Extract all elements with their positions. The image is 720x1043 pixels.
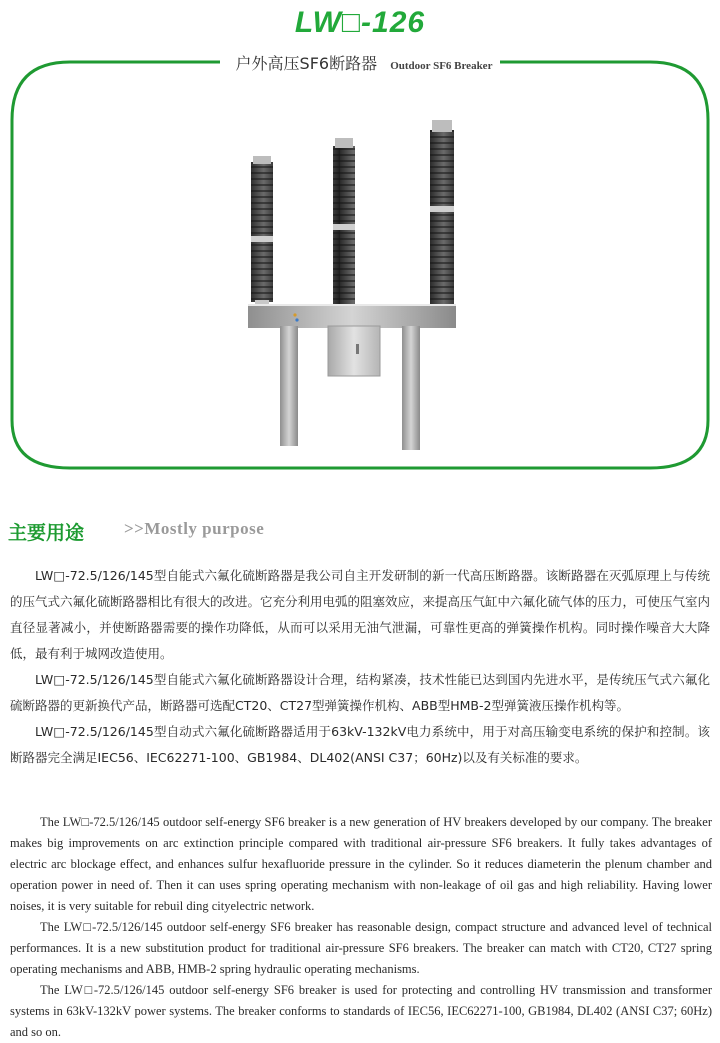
paragraph-cn-1: LW□-72.5/126/145型自能式六氟化硫断路器是我公司自主开发研制的新一代高压断路器。该断路器在灭弧原理上与传统的压气式六氟化硫断路器相比有很大的改进。它充分利用电弧的阻塞效应，来提高压气缸中六氟化硫气体的压力，可使压气室内直径显著减小，并使断路器需要的操作功降低，从而可以采用无油气泄漏，可靠性更高的弹簧操作机构。同时操作噪音大大降低，最有利于城网改造使用。	[10, 568, 711, 661]
breaker-image	[248, 120, 456, 450]
product-subtitle	[0, 51, 720, 74]
paragraph-en-1: The LW□-72.5/126/145 outdoor self-energy SF6 breaker is a new generation of HV breakers developed by our company. The breaker makes big improvements on arc extinction principle compared with traditional air-pressure SF6 breakers. It fully takes advantages of electric arc blockage effect, and enhances sulfur hexafluoride pressure in the cylinder. So it reduces diameterin the plenum chamber and operation power in need of. Then it can uses spring operating mechanism with non-leakage of oil gas and high reliability. Having lower noises, it is very suitable for rebuil ding cityelectric network.	[10, 815, 712, 913]
right-insulator	[430, 130, 454, 318]
paragraph-cn-3: LW□-72.5/126/145型自动式六氟化硫断路器适用于63kV-132kV电力系统中，用于对高压输变电系统的保护和控制。该断路器完全满足IEC56、IEC62271-100、GB1984、DL402(ANSI C37；60Hz)以及有关标准的要求。	[10, 724, 710, 765]
subtitle-en: Outdoor SF6 Breaker	[390, 60, 493, 72]
paragraph-cn-2: LW□-72.5/126/145型自能式六氟化硫断路器设计合理，结构紧凑，技术性能已达到国内先进水平，是传统压气式六氟化硫断路器的更新换代产品，断路器可选配CT20、CT27型弹簧操作机构、ABB型HMB-2型弹簧液压操作机构等。	[10, 672, 710, 713]
section-title-cn: 主要用途	[8, 522, 85, 544]
support-beam	[248, 304, 456, 328]
left-insulator	[251, 162, 273, 302]
product-frame	[10, 60, 710, 470]
model-title: LW□-126	[294, 6, 426, 39]
left-support-leg	[280, 326, 298, 446]
description-en	[10, 812, 712, 1043]
paragraph-en-2: The LW□-72.5/126/145 outdoor self-energy SF6 breaker has reasonable design, compact structure and advanced level of technical performances. It is a new substitution product for traditional air-pressure SF6 breakers. The breaker can match with CT20, CT27 spring operating mechanisms and ABB, HMB-2 spring hydraulic operating mechanisms.	[10, 920, 712, 976]
subtitle-cn: 户外高压SF6断路器	[228, 54, 386, 73]
description-cn	[10, 563, 710, 771]
operating-mechanism-box	[328, 326, 380, 376]
right-support-leg	[402, 326, 420, 450]
paragraph-en-3: The LW□-72.5/126/145 outdoor self-energy SF6 breaker is used for protecting and controlling HV transmission and transformer systems in 63kV-132kV power systems. The breaker conforms to standards of IEC56, IEC62271-100, GB1984, DL402 (ANSI C37; 60Hz) and so on.	[10, 983, 712, 1039]
section-title-en: >>Mostly purpose	[124, 519, 265, 538]
